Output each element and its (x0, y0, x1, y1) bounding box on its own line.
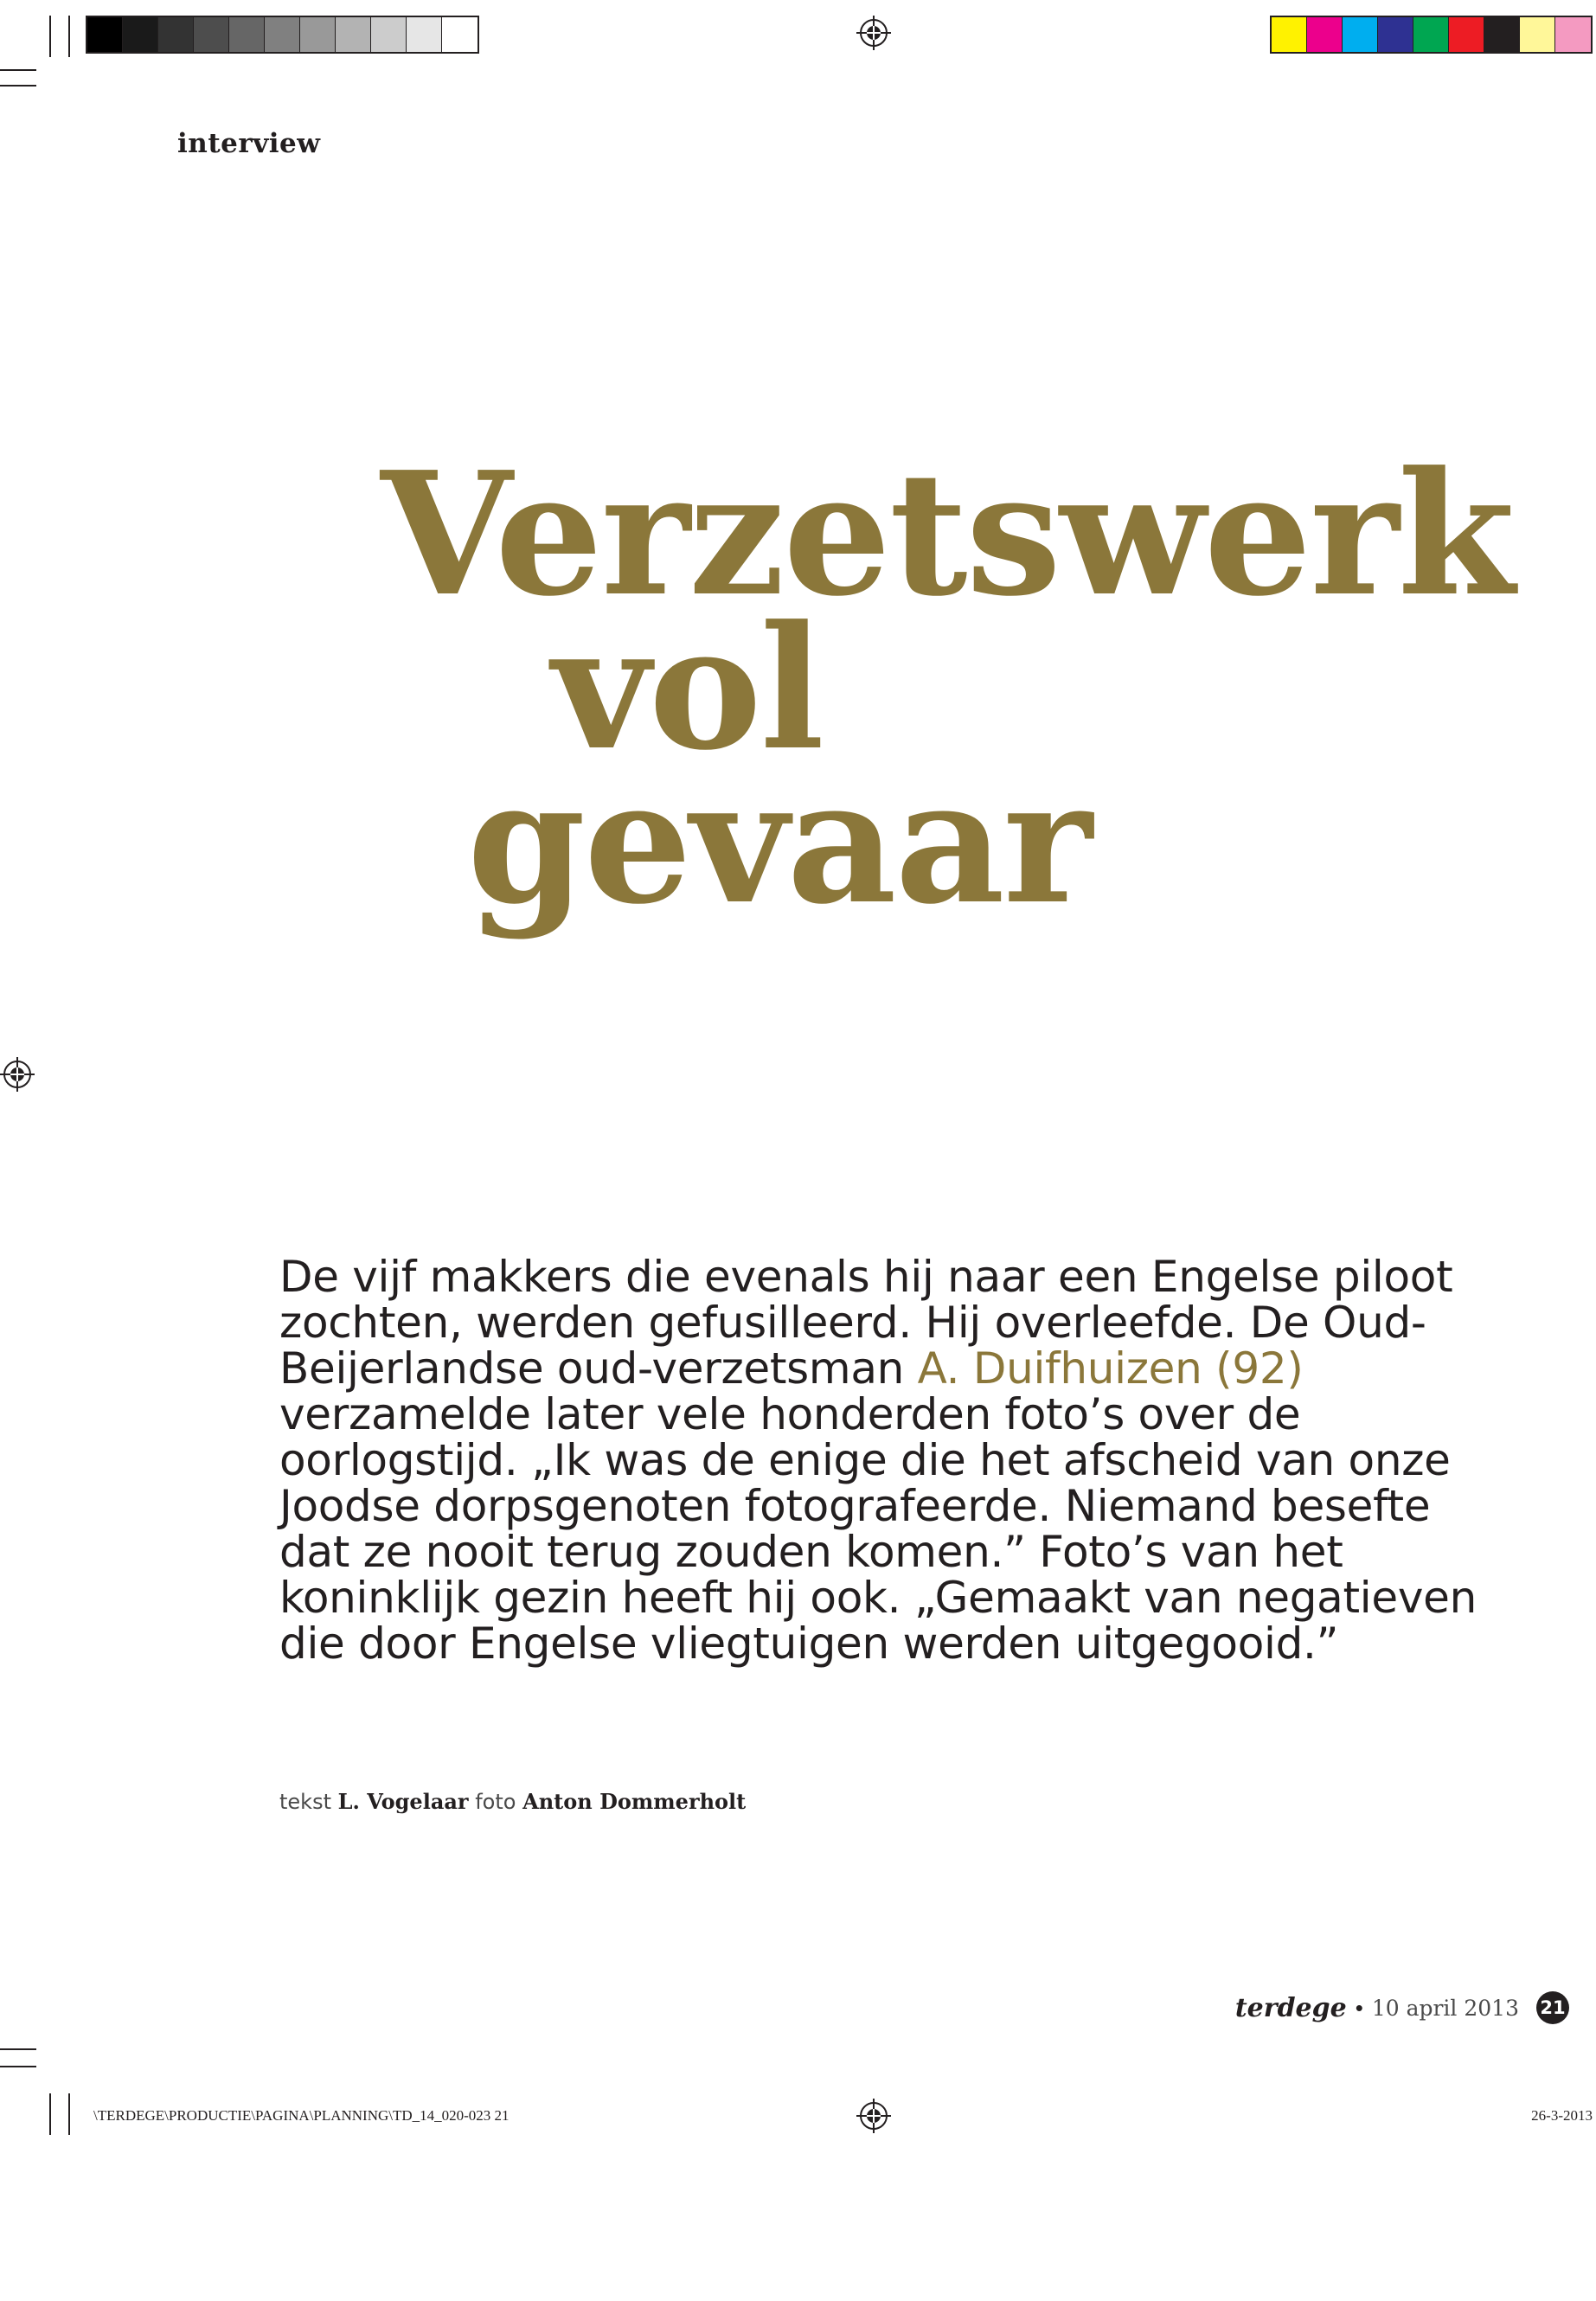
crop-mark (68, 16, 70, 57)
text-credit-label: tekst (279, 1790, 331, 1814)
gray-swatch (158, 17, 194, 52)
grayscale-color-bar (86, 16, 479, 54)
color-swatch (1555, 17, 1591, 52)
intro-text-end: verzamelde later vele honderden foto’s over de oorlogstijd. „Ik was de enige die het afscheid van onze Joodse dorpsgenoten fotografeerde. Niemand besefte dat ze nooit terug zouden komen.” Foto’s van het koninklijk gezin heeft hij ook. „Gemaakt van negatieven die door Engelse vliegtuigen werden uitgegooid.” (279, 1389, 1477, 1669)
headline-line-3: gevaar (467, 743, 1091, 942)
crop-mark (0, 2048, 36, 2050)
registration-mark-icon (856, 16, 891, 50)
gray-swatch (336, 17, 371, 52)
gray-swatch (194, 17, 229, 52)
author-name: L. Vogelaar (337, 1789, 469, 1814)
registration-mark-icon (856, 2099, 891, 2133)
crop-mark (49, 16, 51, 57)
crop-mark (68, 2093, 70, 2135)
issue-date: 10 april 2013 (1371, 1995, 1519, 2021)
color-swatch (1484, 17, 1520, 52)
gray-swatch (229, 17, 265, 52)
gray-swatch (265, 17, 300, 52)
print-date-slug: 26-3-2013 (1531, 2107, 1593, 2124)
intro-paragraph (279, 1254, 1490, 1667)
crop-mark (0, 69, 36, 71)
interviewee-name: A. Duifhuizen (92) (917, 1343, 1304, 1394)
gray-swatch (371, 17, 407, 52)
color-swatch (1307, 17, 1343, 52)
headline-line-1: Verzetswerk (381, 435, 1514, 634)
color-swatch (1520, 17, 1555, 52)
gray-swatch (407, 17, 442, 52)
color-swatch (1413, 17, 1449, 52)
crop-mark (0, 2066, 36, 2067)
gray-swatch (300, 17, 336, 52)
page-footer (1235, 1991, 1569, 2024)
registration-mark-icon (0, 1057, 35, 1092)
crop-mark (0, 85, 36, 87)
process-color-bar (1270, 16, 1593, 54)
crop-mark (49, 2093, 51, 2135)
photographer-name: Anton Dommerholt (522, 1789, 747, 1814)
color-swatch (1449, 17, 1484, 52)
gray-swatch (87, 17, 123, 52)
color-swatch (1272, 17, 1307, 52)
photo-credit-label: foto (475, 1790, 516, 1814)
color-swatch (1343, 17, 1378, 52)
headline-line-2: vol (552, 589, 824, 788)
footer-separator: • (1355, 1994, 1363, 2021)
intro-text-start: De vijf makkers die evenals hij naar een Engelse piloot zochten, werden gefusilleerd. Hij overleefde. De Oud-Beijerlandse oud-verzetsman (279, 1252, 1453, 1394)
file-path-slug: \TERDEGE\PRODUCTIE\PAGINA\PLANNING\TD_14_020-023 21 (93, 2107, 510, 2124)
gray-swatch (123, 17, 158, 52)
page-number: 21 (1536, 1991, 1569, 2024)
color-swatch (1378, 17, 1413, 52)
gray-swatch (442, 17, 478, 52)
magazine-logo: terdege (1234, 1992, 1347, 2023)
section-label: interview (177, 128, 321, 159)
byline (279, 1789, 746, 1814)
